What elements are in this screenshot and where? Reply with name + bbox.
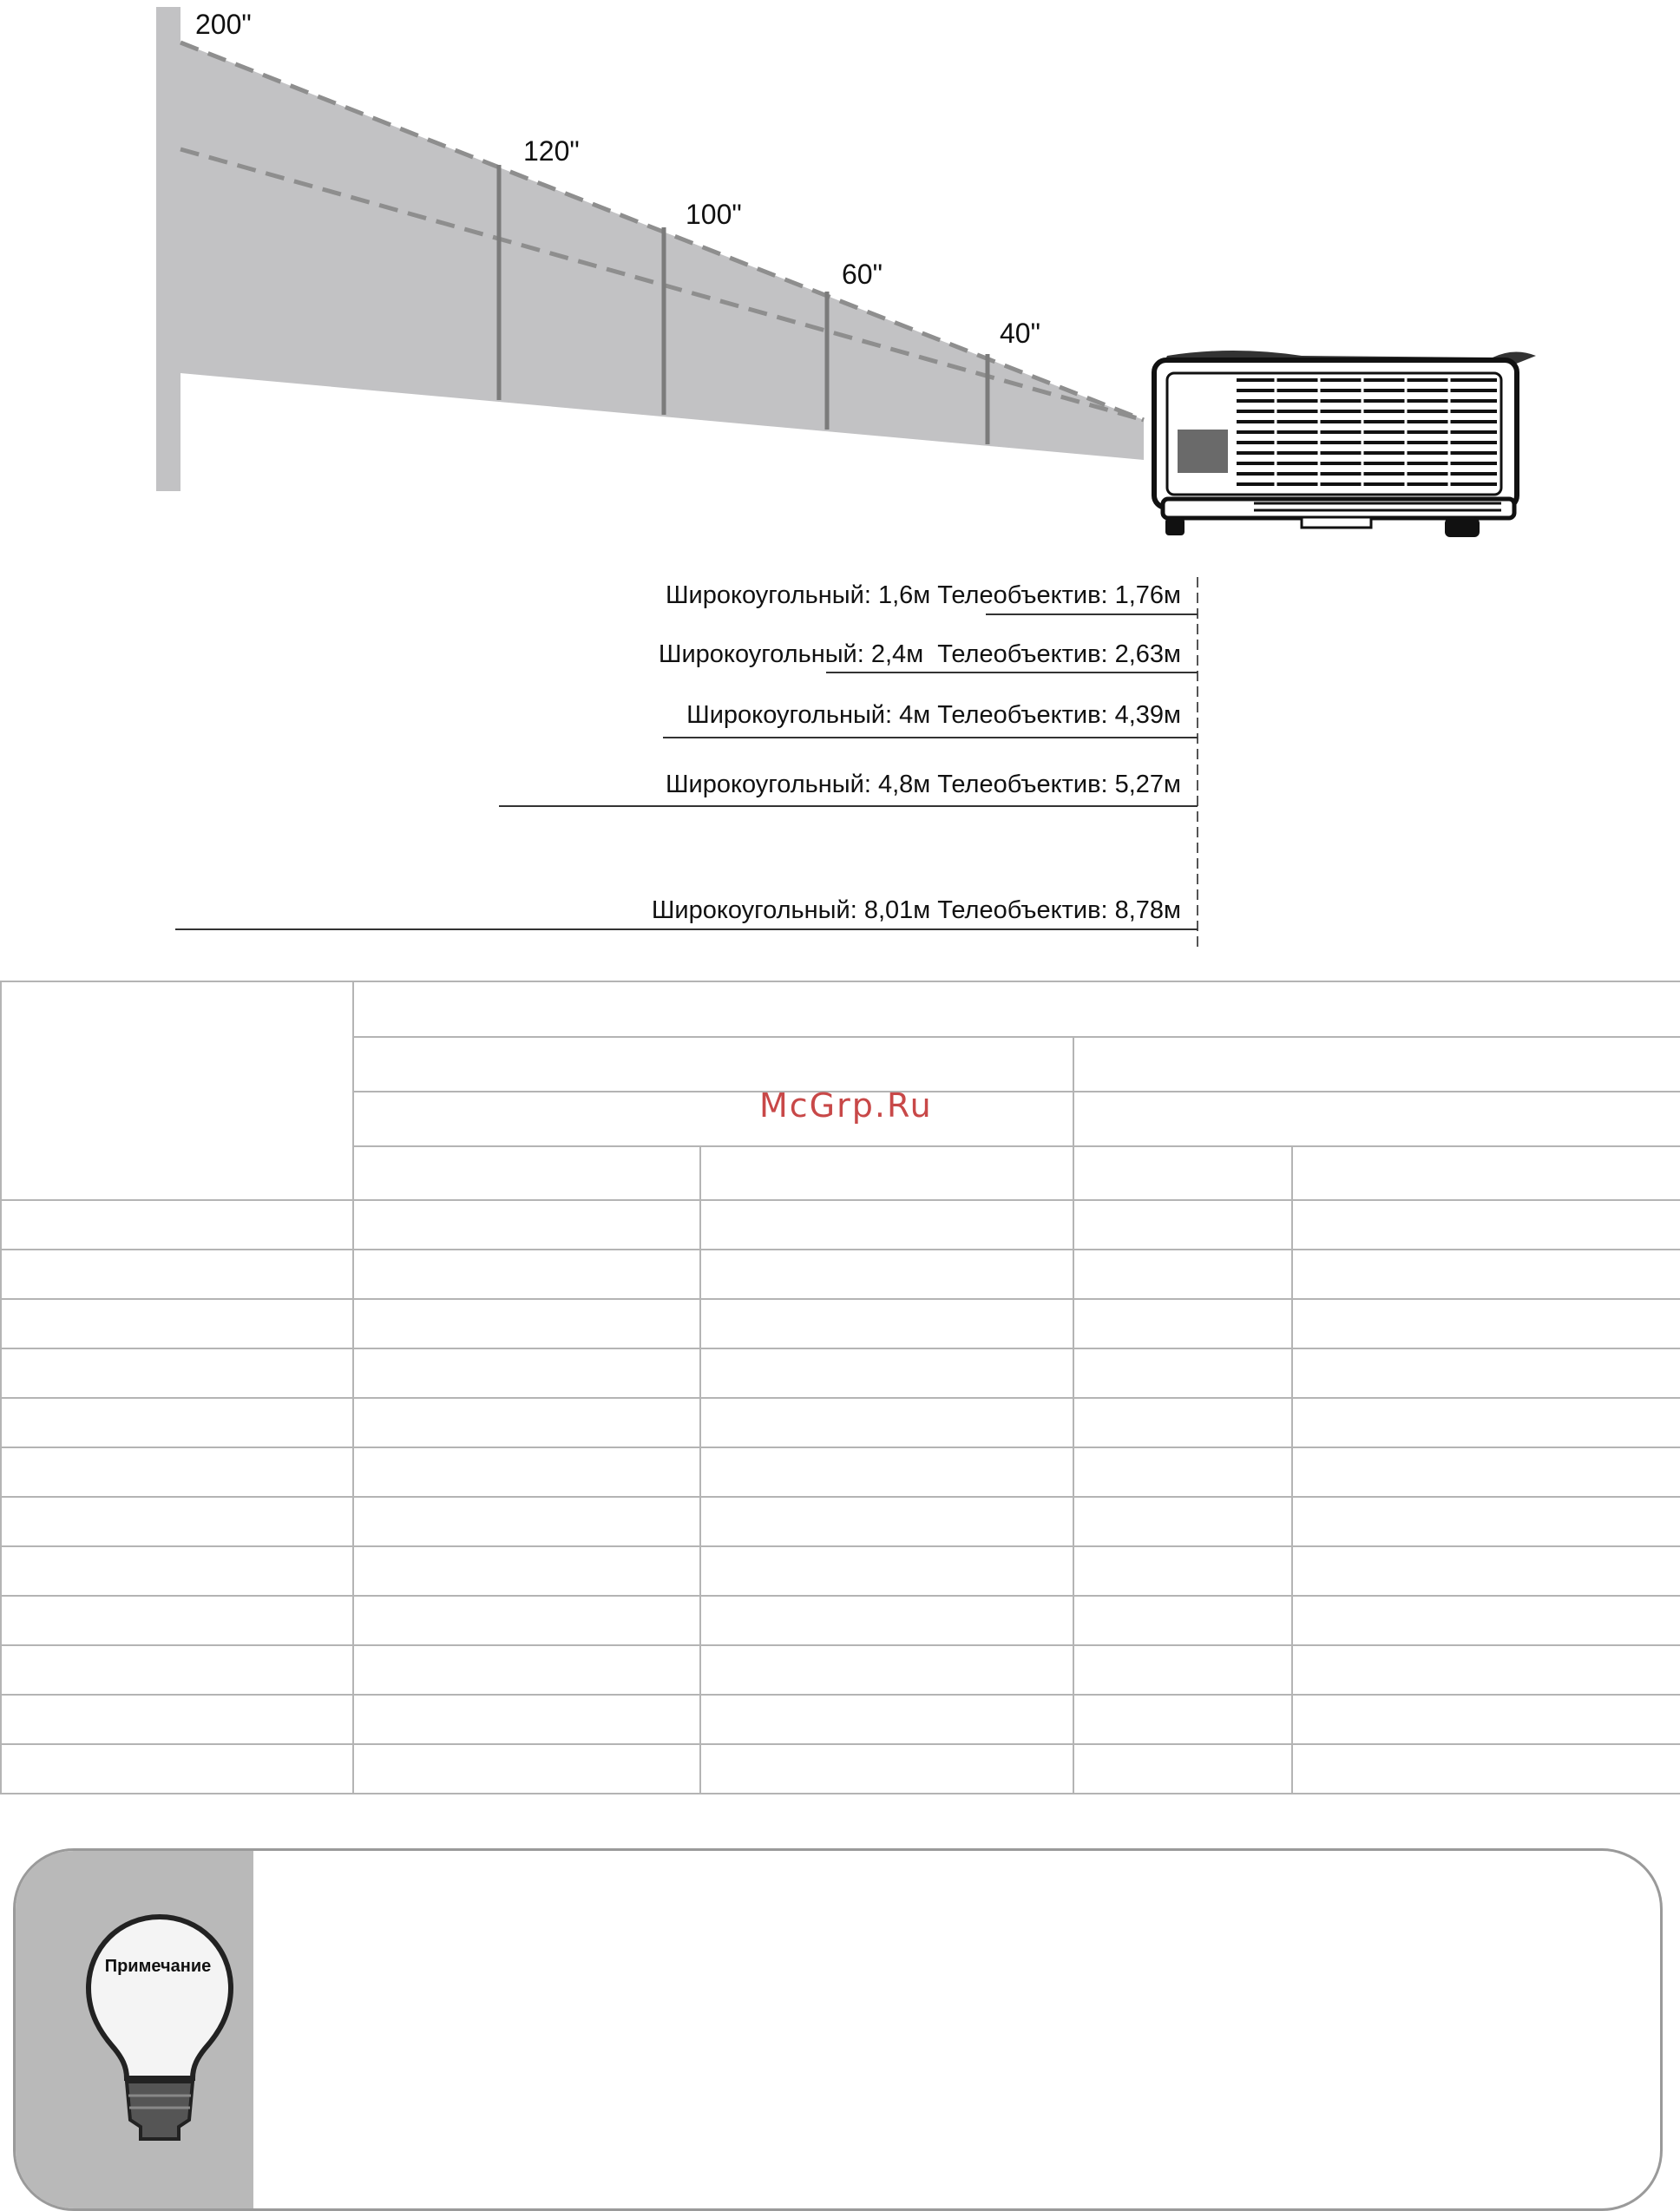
distance-2-tele: Телеобъектив: 2,63м [937,640,1181,668]
size-label-120: 120" [523,135,580,167]
table-row [1,1348,1680,1398]
distance-4-tele: Телеобъектив: 5,27м [937,771,1181,798]
table-row [1,1299,1680,1348]
size-label-60: 60" [842,259,883,290]
table-header-cell [1073,1037,1680,1092]
watermark: McGrp.Ru [759,1086,933,1125]
table-row [1,1596,1680,1645]
screen-wall [156,7,180,491]
table-header-cell [353,981,1680,1037]
table-row [1,1398,1680,1447]
table-row [1,1447,1680,1497]
size-label-200: 200" [195,9,252,40]
distance-2-wide: Широкоугольный: 2,4м [658,640,924,668]
table-row [1,1250,1680,1299]
table-row [1,1695,1680,1744]
note-sidebar [16,1851,253,2208]
table-row [1,1645,1680,1695]
distance-label-4 [666,771,1181,799]
distance-5-tele: Телеобъектив: 8,78м [937,896,1181,924]
size-label-40: 40" [1000,318,1040,349]
note-box [13,1848,1663,2211]
distance-5-wide: Широкоугольный: 8,01м [651,896,931,924]
table-header-cell [1073,1146,1292,1200]
size-label-100: 100" [686,199,742,230]
distance-label-3 [686,701,1181,730]
table-row [1,1546,1680,1596]
distance-4-wide: Широкоугольный: 4,8м [665,771,931,798]
table-corner-cell [1,981,353,1200]
note-label: Примечание [104,1957,212,1976]
distance-1-wide: Широкоугольный: 1,6м [665,581,931,609]
distance-1-tele: Телеобъектив: 1,76м [937,581,1181,609]
table-row [1,1200,1680,1250]
table-header-cell [1073,1092,1680,1146]
distance-label-1 [666,581,1181,610]
distance-3-wide: Широкоугольный: 4м [686,701,931,729]
table-header-cell [353,1146,700,1200]
projection-diagram [0,0,1680,955]
table-row [1,1744,1680,1794]
table-header-cell [353,1037,1073,1092]
distance-label-5 [652,896,1181,925]
distance-3-tele: Телеобъектив: 4,39м [937,701,1181,729]
table-header-cell [1292,1146,1680,1200]
table-row [1,1497,1680,1546]
table-header-cell [353,1092,1073,1146]
distance-label-2 [659,640,1181,669]
projector-illustration [1154,351,1536,537]
table-header-cell [700,1146,1073,1200]
lightbulb-icon [85,1912,234,2146]
